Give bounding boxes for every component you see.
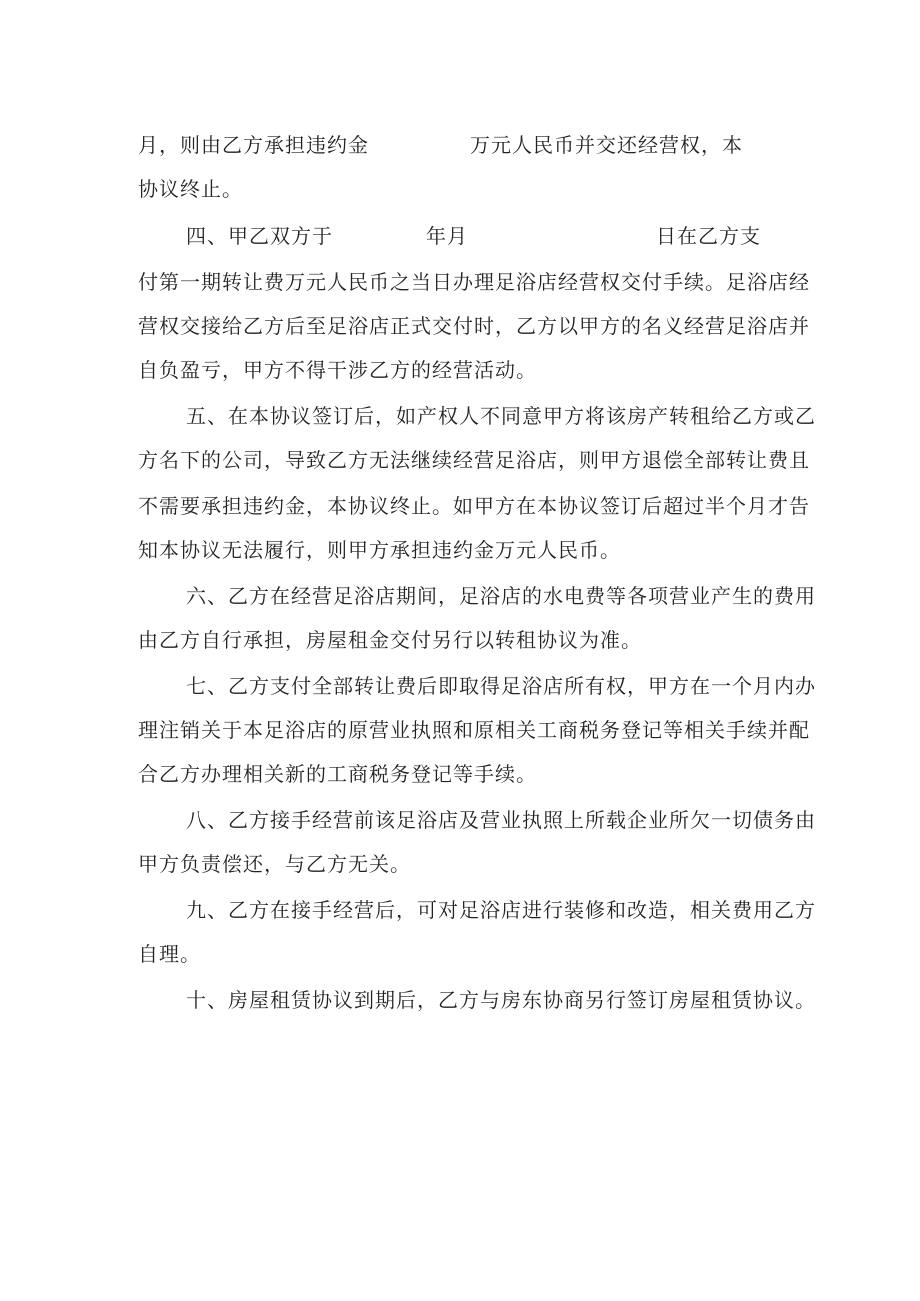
clause-5-line: 不需要承担违约金，本协议终止。如甲方在本协议签订后超过半个月才告 xyxy=(138,494,810,518)
clause-5-line: 方名下的公司，导致乙方无法继续经营足浴店，则甲方退偿全部转让费且 xyxy=(138,448,810,472)
clause-4-line: 付第一期转让费万元人民币之当日办理足浴店经营权交付手续。足浴店经 xyxy=(138,270,810,294)
clause-5-line: 五、在本协议签订后，如产权人不同意甲方将该房产转租给乙方或乙 xyxy=(186,404,816,428)
paragraph-line: 月，则由乙方承担违约金 xyxy=(138,133,369,157)
clause-6-line: 由乙方自行承担，房屋租金交付另行以转租协议为准。 xyxy=(138,628,642,652)
paragraph-line: 万元人民币并交还经营权，本 xyxy=(470,133,743,157)
clause-7-line: 七、乙方支付全部转让费后即取得足浴店所有权，甲方在一个月内办 xyxy=(186,674,816,698)
clause-7-line: 合乙方办理相关新的工商税务登记等手续。 xyxy=(138,762,537,786)
clause-8-line: 八、乙方接手经营前该足浴店及营业执照上所载企业所欠一切债务由 xyxy=(186,808,816,832)
clause-5-line: 知本协议无法履行，则甲方承担违约金万元人民币。 xyxy=(138,538,621,562)
clause-9-line: 自理。 xyxy=(138,942,201,966)
clause-4-line: 营权交接给乙方后至足浴店正式交付时，乙方以甲方的名义经营足浴店并 xyxy=(138,314,810,338)
clause-8-line: 甲方负责偿还，与乙方无关。 xyxy=(138,852,411,876)
clause-4-line: 年月 xyxy=(426,224,468,248)
clause-4-line: 自负盈亏，甲方不得干涉乙方的经营活动。 xyxy=(138,358,537,382)
clause-4-line: 日在乙方支 xyxy=(656,224,761,248)
clause-7-line: 理注销关于本足浴店的原营业执照和原相关工商税务登记等相关手续并配 xyxy=(138,718,810,742)
paragraph-line: 协议终止。 xyxy=(138,177,243,201)
clause-10-line: 十、房屋租赁协议到期后，乙方与房东协商另行签订房屋租赁协议。 xyxy=(186,988,816,1012)
clause-9-line: 九、乙方在接手经营后，可对足浴店进行装修和改造，相关费用乙方 xyxy=(186,898,816,922)
clause-4-line: 四、甲乙双方于 xyxy=(186,224,333,248)
clause-6-line: 六、乙方在经营足浴店期间，足浴店的水电费等各项营业产生的费用 xyxy=(186,584,816,608)
